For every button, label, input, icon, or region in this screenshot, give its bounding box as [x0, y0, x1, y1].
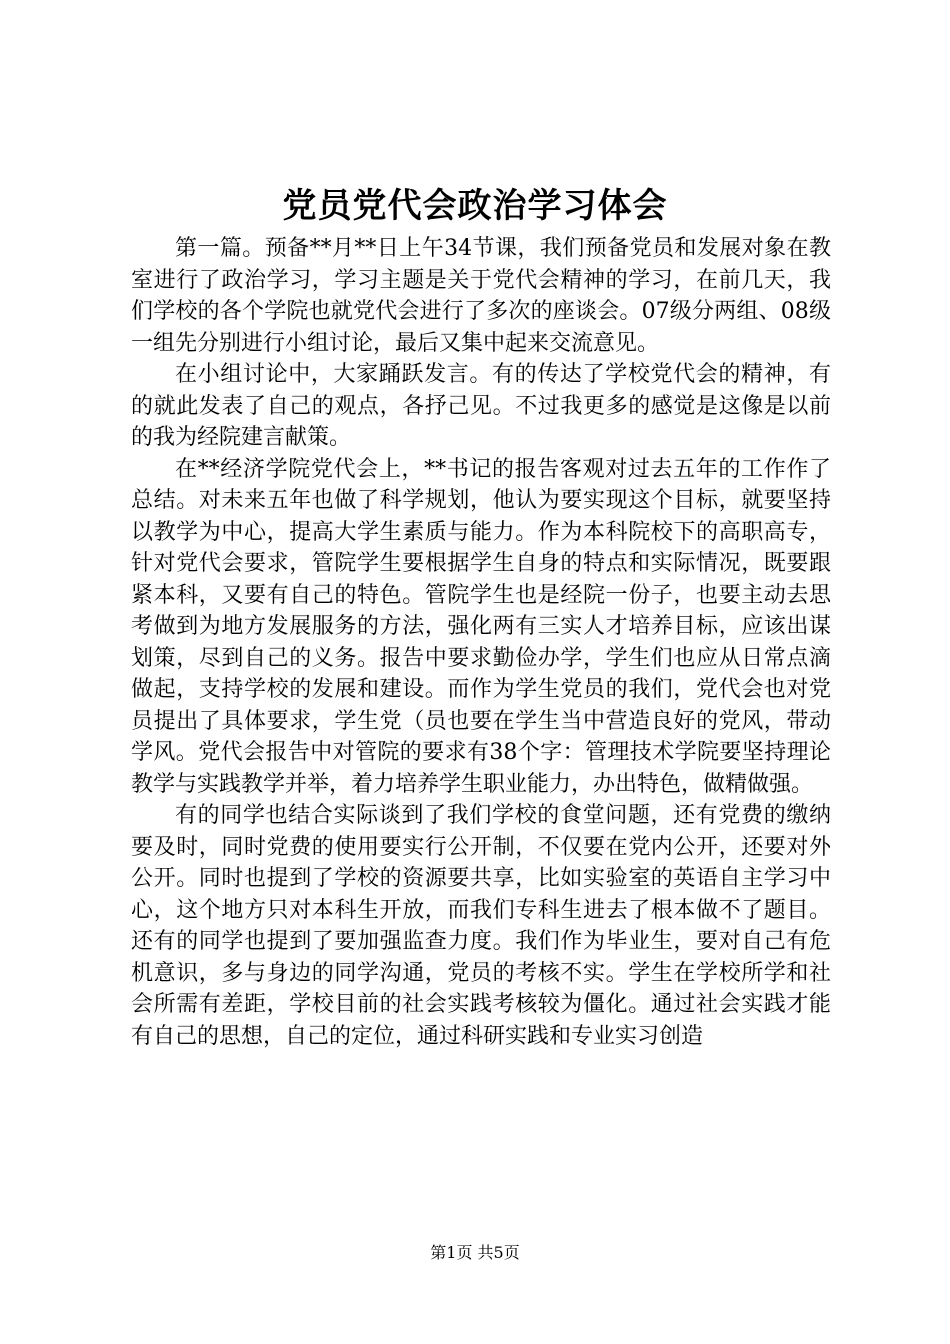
paragraph-4: 有的同学也结合实际谈到了我们学校的食堂问题，还有党费的缴纳要及时，同时党费的使用要实行公开制，不仅要在党内公开，还要对外公开。同时也提到了学校的资源要共享，比如实验室的英语自主学习中心，这个地方只对本科生开放，而我们专科生进去了根本做不了题目。还有的同学也提到了要加强监查力度。我们作为毕业生，要对自己有危机意识，多与身边的同学沟通，党员的考核不实。学生在学校所学和社会所需有差距，学校目前的社会实践考核较为僵化。通过社会实践才能有自己的思想，自己的定位，通过科研实践和专业实习创造: [131, 803, 831, 1049]
document-title: 党员党代会政治学习体会: [282, 186, 668, 226]
paragraph-2: 在小组讨论中，大家踊跃发言。有的传达了学校党代会的精神，有的就此发表了自己的观点，各抒己见。不过我更多的感觉是这像是以前的我为经院建言献策。: [131, 362, 831, 450]
paragraph-1: 第一篇。预备**月**日上午34节课，我们预备党员和发展对象在教室进行了政治学习，学习主题是关于党代会精神的学习，在前几天，我们学校的各个学院也就党代会进行了多次的座谈会。07级分两组、08级一组先分别进行小组讨论，最后又集中起来交流意见。: [131, 236, 831, 356]
document-body: [131, 233, 831, 1052]
page-number-footer: 第1页 共5页: [430, 1243, 520, 1262]
paragraph-3: 在**经济学院党代会上，**书记的报告客观对过去五年的工作作了总结。对未来五年也做了科学规划，他认为要实现这个目标，就要坚持以教学为中心，提高大学生素质与能力。作为本科院校下的高职高专，针对党代会要求，管院学生要根据学生自身的特点和实际情况，既要跟紧本科，又要有自己的特色。管院学生也是经院一份子，也要主动去思考做到为地方发展服务的方法，强化两有三实人才培养目标，应该出谋划策，尽到自己的义务。报告中要求勤俭办学，学生们也应从日常点滴做起，支持学校的发展和建设。而作为学生党员的我们，党代会也对党员提出了具体要求，学生党（员也要在学生当中营造良好的党风，带动学风。党代会报告中对管院的要求有38个字：管理技术学院要坚持理论教学与实践教学并举，着力培养学生职业能力，办出特色，做精做强。: [131, 456, 831, 797]
